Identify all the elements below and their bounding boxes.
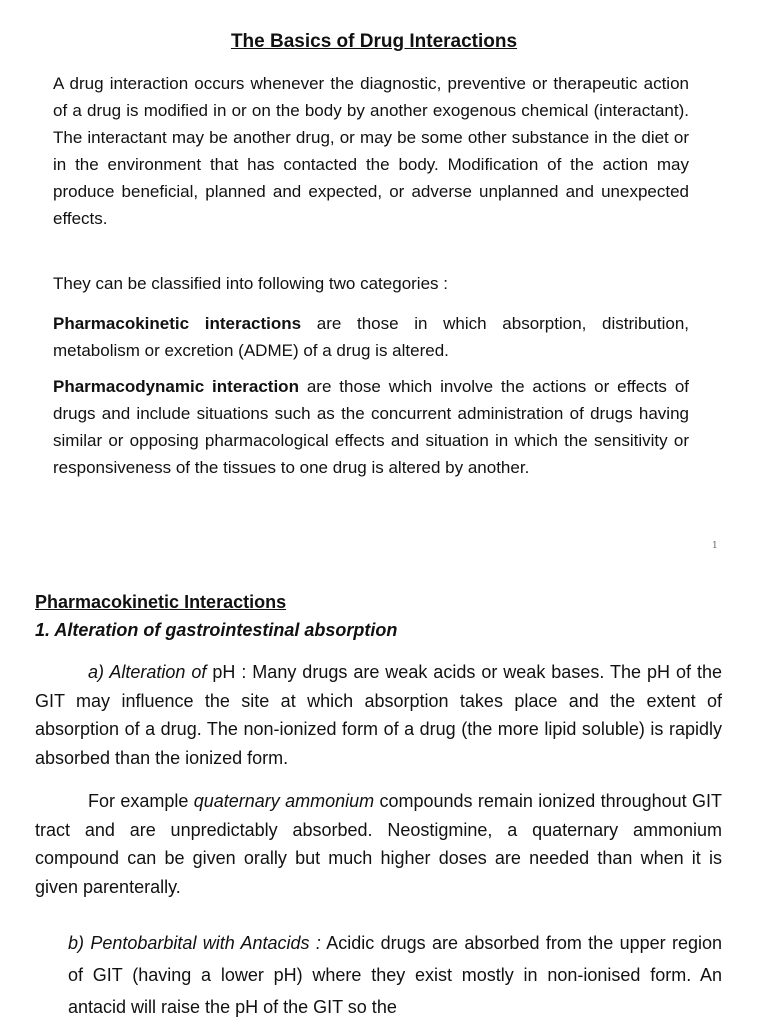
example-lead: For example — [88, 791, 194, 811]
ph-alteration-paragraph — [35, 658, 722, 772]
antacids-paragraph — [68, 927, 722, 1023]
section-heading: Pharmacokinetic Interactions — [35, 592, 287, 612]
pharmacokinetic-definition — [53, 310, 689, 364]
pharmacodynamic-text: are those which involve the actions or effects of drugs and include situations such as the concurrent administration of drugs having similar or opposing pharmacological effects and situation in which the sensitivity or responsiveness of the tissues to one drug is altered by another. — [53, 377, 689, 477]
subsection-heading: 1. Alteration of gastrointestinal absorption — [35, 620, 398, 640]
ph-alteration-label: a) Alteration of — [88, 662, 207, 682]
classification-paragraph: They can be classified into following two categories : — [53, 274, 448, 293]
antacids-text: Acidic drugs are absorbed from the upper region of GIT (having a lower pH) where they exist mostly in non-ionised form. An antacid will raise the pH of the GIT so the — [68, 933, 722, 1017]
page-number: 1 — [712, 541, 718, 551]
example-term: quaternary ammonium — [193, 791, 375, 811]
pharmacodynamic-term: Pharmacodynamic interaction — [53, 377, 299, 396]
page-title: The Basics of Drug Interactions — [230, 31, 518, 52]
pharmacokinetic-term: Pharmacokinetic interactions — [53, 314, 302, 333]
antacids-label: b) Pentobarbital with Antacids : — [68, 933, 321, 953]
pharmacodynamic-definition — [53, 373, 689, 481]
example-text: compounds remain ionized throughout GIT tract and are unpredictably absorbed. Neostigmine, a quaternary ammonium compound can be given orally but much higher doses are needed than when it is given parenterally. — [35, 791, 722, 897]
pharmacokinetic-text: are those in which absorption, distribution, metabolism or excretion (ADME) of a drug is altered. — [53, 314, 689, 360]
ph-alteration-text: pH : Many drugs are weak acids or weak bases. The pH of the GIT may influence the site at which absorption takes place and the extent of absorption of a drug. The non-ionized form of a drug (the more lipid soluble) is rapidly absorbed than the ionized form. — [35, 662, 722, 768]
document-page-2 — [0, 575, 768, 1024]
intro-paragraph: A drug interaction occurs whenever the diagnostic, preventive or therapeutic action of a drug is modified in or on the body by another exogenous chemical (interactant). The interactant may be another drug, or may be some other substance in the diet or in the environment that has contacted the body. Modification of the action may produce beneficial, planned and expected, or adverse unplanned and unexpected effects. — [53, 74, 689, 228]
example-paragraph — [35, 787, 722, 901]
